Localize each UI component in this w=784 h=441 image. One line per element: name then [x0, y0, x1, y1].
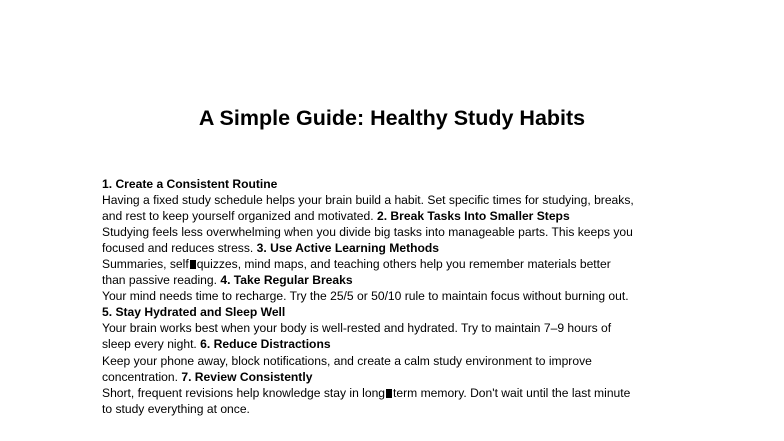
section-text: Studying feels less overwhelming when you divide big tasks into manageable parts. This keeps you: [102, 225, 633, 240]
section-heading: 6. Reduce Distractions: [200, 337, 331, 352]
section-text: than passive reading.: [102, 273, 217, 288]
text-line: [102, 336, 686, 352]
page-title: A Simple Guide: Healthy Study Habits: [198, 106, 586, 130]
section-text: Your brain works best when your body is well-rested and hydrated. Try to maintain 7–9 hours of: [102, 321, 612, 336]
section-text: Keep your phone away, block notifications, and create a calm study environment to improve: [102, 353, 592, 368]
section-text: Summaries, self: [102, 257, 189, 272]
missing-glyph-box: [190, 260, 196, 269]
section-heading: 4. Take Regular Breaks: [220, 273, 353, 288]
document-body: [102, 176, 686, 417]
text-line: [102, 385, 686, 401]
text-line: [102, 353, 686, 369]
section-text: quizzes, mind maps, and teaching others help you remember materials better: [196, 257, 611, 272]
section-text: sleep every night.: [102, 337, 197, 352]
section-text: to study everything at once.: [102, 401, 250, 416]
text-line: [102, 320, 686, 336]
text-line: [102, 192, 686, 208]
missing-glyph-box: [386, 389, 392, 398]
text-line: [102, 256, 686, 272]
section-heading: 1. Create a Consistent Routine: [102, 177, 278, 191]
section-heading: 5. Stay Hydrated and Sleep Well: [102, 305, 286, 320]
text-line: [102, 176, 686, 192]
section-text: and rest to keep yourself organized and motivated.: [102, 209, 374, 224]
section-text: focused and reduces stress.: [102, 241, 254, 256]
section-text: Your mind needs time to recharge. Try the 25/5 or 50/10 rule to maintain focus without burning out.: [102, 289, 629, 304]
text-line: [102, 208, 686, 224]
text-line: [102, 369, 686, 385]
text-line: [102, 224, 686, 240]
section-text: term memory. Don't wait until the last minute: [393, 385, 631, 400]
text-line: [102, 272, 686, 288]
section-heading: 7. Review Consistently: [181, 369, 313, 384]
section-text: Short, frequent revisions help knowledge stay in long: [102, 385, 386, 400]
text-line: [102, 401, 686, 417]
section-text: Having a fixed study schedule helps your brain build a habit. Set specific times for studying, breaks,: [102, 193, 634, 208]
section-heading: 2. Break Tasks Into Smaller Steps: [376, 209, 570, 224]
text-line: [102, 288, 686, 304]
text-line: [102, 304, 686, 320]
section-text: concentration.: [102, 369, 178, 384]
text-line: [102, 240, 686, 256]
section-heading: 3. Use Active Learning Methods: [256, 241, 439, 256]
